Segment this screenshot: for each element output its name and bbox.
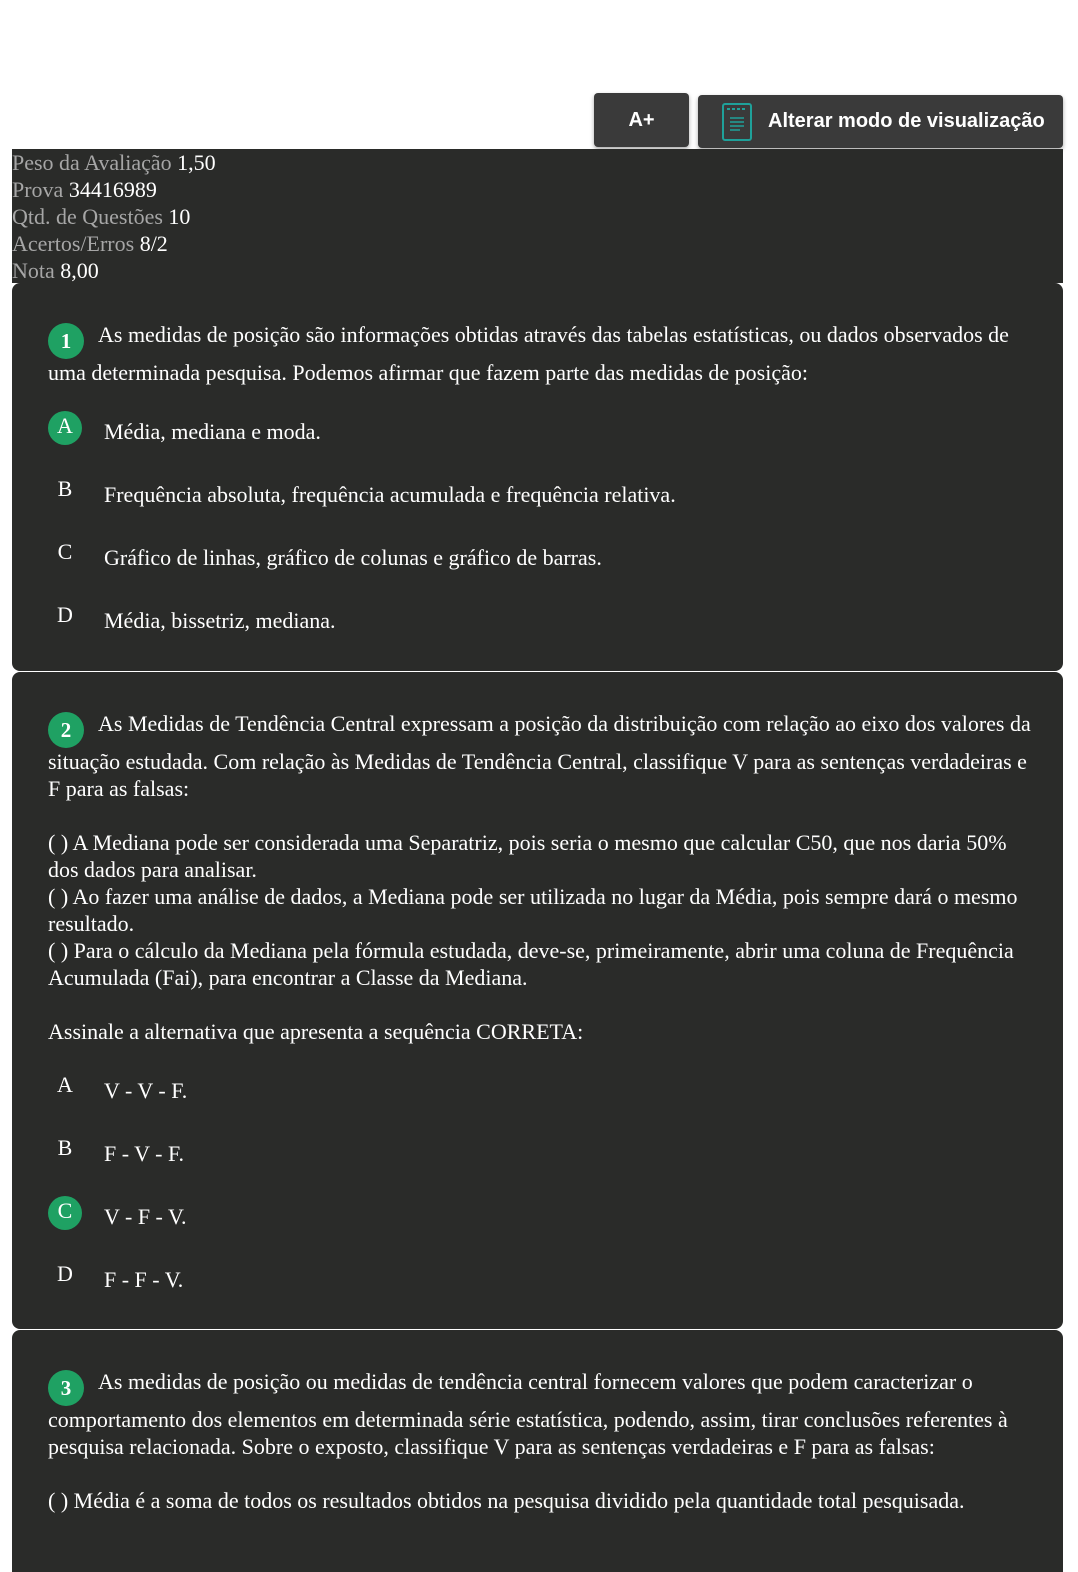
view-mode-button-label: Alterar modo de visualização: [768, 110, 1045, 132]
alternative-letter-correct: A: [48, 411, 82, 445]
alternative-letter: D: [57, 1260, 73, 1286]
summary-question-count: Qtd. de Questões 10: [12, 204, 191, 229]
alternative-text: Gráfico de linhas, gráfico de colunas e gráfico de barras.: [104, 544, 602, 570]
question-number-badge: 3: [48, 1370, 84, 1406]
summary-exam-id: Prova 34416989: [12, 177, 157, 202]
alternative-text: F - V - F.: [104, 1140, 184, 1166]
alternative-b[interactable]: [48, 1122, 1033, 1185]
alternative-c[interactable]: [48, 526, 1033, 589]
alternative-text: F - F - V.: [104, 1266, 184, 1292]
question-number-badge: 2: [48, 712, 84, 748]
statement: ( ) Para o cálculo da Mediana pela fórmula estudada, deve-se, primeiramente, abrir uma coluna de Frequência Acumulada (Fai), para encontrar a Classe da Mediana.: [48, 938, 1014, 990]
alternative-b[interactable]: [48, 463, 1033, 526]
alternative-d[interactable]: [48, 1248, 1033, 1311]
alternative-text: V - F - V.: [104, 1203, 187, 1229]
alternative-a[interactable]: [48, 1059, 1033, 1122]
alternative-letter: C: [57, 538, 73, 564]
alternative-a[interactable]: [48, 400, 1033, 463]
alternative-text: V - V - F.: [104, 1077, 188, 1103]
font-size-increase-button[interactable]: [594, 93, 689, 147]
question-text: 2 As Medidas de Tendência Central expressam a posição da distribuição com relação ao eixo dos valores da situação estudada. Com relação às Medidas de Tendência Central, classifique V para as sentenças verdadeiras e F para as falsas:: [48, 711, 1031, 801]
alternative-d[interactable]: [48, 589, 1033, 652]
question-text: 3 As medidas de posição ou medidas de tendência central fornecem valores que podem caracterizar o comportamento dos elementos em determinada série estatística, podendo, assim, tirar conclusões referentes à pesquisa relacionada. Sobre o exposto, classifique V para as sentenças verdadeiras e F para as falsas:: [48, 1369, 1008, 1459]
alternatives-list: [48, 1059, 1033, 1311]
alternative-letter: D: [57, 601, 73, 627]
alternatives-list: [48, 400, 1033, 652]
font-size-button-label: A+: [628, 108, 655, 131]
alternative-letter: A: [57, 1071, 73, 1097]
view-mode-button[interactable]: [698, 95, 1063, 148]
alternative-text: Média, mediana e moda.: [104, 418, 321, 444]
alternative-letter-correct: C: [48, 1196, 82, 1230]
alternative-letter: B: [57, 475, 73, 501]
question-text: 1 As medidas de posição são informações obtidas através das tabelas estatísticas, ou dados observados de uma determinada pesquisa. Podemos afirmar que fazem parte das medidas de posição:: [48, 322, 1009, 385]
summary-hits-misses: Acertos/Erros 8/2: [12, 231, 168, 256]
question-card-2: [12, 672, 1063, 1329]
alternative-text: Frequência absoluta, frequência acumulada e frequência relativa.: [104, 481, 676, 507]
question-number-badge: 1: [48, 323, 84, 359]
document-view-icon: [722, 103, 752, 141]
question-prompt: Assinale a alternativa que apresenta a sequência CORRETA:: [48, 1019, 584, 1044]
summary-grade: Nota 8,00: [12, 258, 99, 283]
question-card-1: [12, 283, 1063, 671]
statement: ( ) A Mediana pode ser considerada uma Separatriz, pois seria o mesmo que calcular C50, que nos daria 50% dos dados para analisar.: [48, 830, 1007, 882]
alternative-c[interactable]: [48, 1185, 1033, 1248]
statement: ( ) Ao fazer uma análise de dados, a Mediana pode ser utilizada no lugar da Média, pois sempre dará o mesmo resultado.: [48, 884, 1018, 936]
summary-weight: Peso da Avaliação 1,50: [12, 150, 216, 175]
alternative-text: Média, bissetriz, mediana.: [104, 607, 336, 633]
exam-summary: [12, 149, 1063, 283]
alternative-letter: B: [57, 1134, 73, 1160]
question-card-3: [12, 1330, 1063, 1572]
statement: ( ) Média é a soma de todos os resultados obtidos na pesquisa dividido pela quantidade total pesquisada.: [48, 1488, 965, 1513]
